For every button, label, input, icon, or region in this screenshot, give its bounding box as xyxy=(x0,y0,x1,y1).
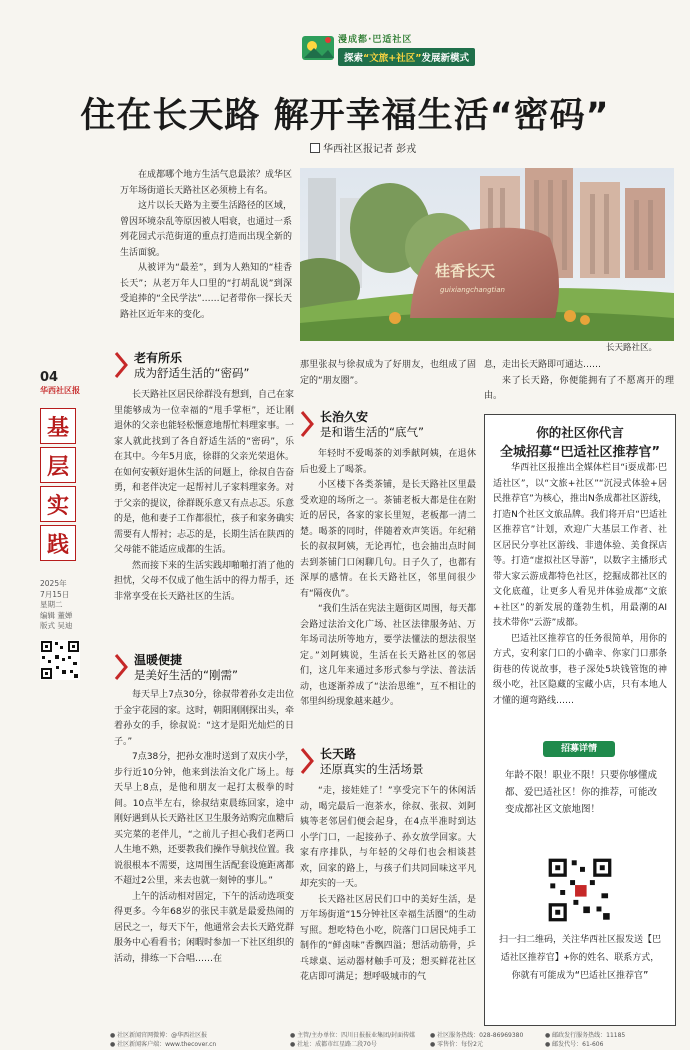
byline: 华西社区报记者 彭戎 xyxy=(310,140,416,155)
body-paragraph: 7点38分，把孙女准时送到了双庆小学，步行近10分钟，他来到法治文化广场上。每天早上8点，是他和朋友一起打太极拳的时间。10点半左右，徐叔结束晨练回家，途中刚好遇到从长天路社区卫生服务站购完血糖后买完菜的老伴儿，“之前儿子担心我们老两口人生地不熟，还要教我们操作导航找位置。我说很根本不需要，这周围生活配套设施距离都不超过2公里，来去也就一刻钟的事儿。” xyxy=(114,752,295,886)
headline: 住在长天路 解开幸福生活“密码” xyxy=(80,96,610,136)
vertical-char: 践 xyxy=(40,525,76,561)
body-paragraph: 年轻时不爱喝茶的刘季献阿姨，在退休后也爱上了喝茶。 xyxy=(300,449,476,475)
badge-top-text: 漫成都·巴适社区 xyxy=(338,35,413,45)
community-photo xyxy=(300,168,674,341)
stone-pinyin: guixiangchangtian xyxy=(440,286,505,294)
page-sidebar xyxy=(40,370,86,684)
recruit-body xyxy=(493,461,667,709)
recruit-subtitle: 全城招募“巴适社区推荐官” xyxy=(499,445,661,460)
intro-text xyxy=(120,168,292,323)
recruit-details-tag: 招募详情 xyxy=(543,741,615,757)
chevron-right-icon xyxy=(114,653,128,681)
section-body-security xyxy=(300,447,476,711)
stone-inscription: 桂香长天 xyxy=(435,262,496,280)
body-paragraph: 上午的活动相对固定，下午的活动选项变得更多。今年68岁的张民丰就是最爱热闹的居民之一，每天下午，他通常会去长天路党群服务中心看看书；闲暇时参加一下社区组织的活动，排练一下合唱……在 xyxy=(114,891,295,964)
vertical-char: 实 xyxy=(40,486,76,522)
recruit-paragraph: 华西社区报推出全媒体栏目“i耍成都·巴适社区”，以“文旅+社区”“沉浸式体验+居民推荐官”为核心，推出N条成都社区游线，打造N个社区文旅品牌。我们将开启“巴适社区推荐官”计划，欢迎广大基层工作者、社区居民分享社区游线、非遗体验、美食探店等。打造“虚拟社区导游”，以数字主播形式带大家云游成都特色社区，挖掘成都社区的文化底蕴，让更多人看见并体验成都“文旅+社区”的新发展的蓬勃生机，用最潮的AI技术带你“云游”成都。 xyxy=(493,463,667,628)
body-paragraph: 长天路社区居民们口中的美好生活，是万年场街道“15分钟社区幸福生活圈”的生动写照。想吃特色小吃，院落门口居民炖手工制作的“鲜卤味”香飘四溢；想活动筋骨，乒乓球桌、运动器材触手可及；想买鲜花社区花店即可满足；想呼吸城市的气 xyxy=(300,894,476,982)
body-paragraph: “我们生活在宪法主题街区周围，每天都会路过法治文化广场、社区法律服务站、万年场司法所等地方，要学法懂法的想法很坚定。”刘阿姨说，生活在长天路社区的邻居们，这几年来通过多形式参与学法、普法活动，也逐渐养成了“法治思维”，互不相让的邻里纠纷现象越来越少。 xyxy=(300,604,476,707)
vertical-char: 基 xyxy=(40,408,76,444)
column-logo-icon xyxy=(300,30,336,66)
section-header-changtian: 长天路 还原真实的生活场景 xyxy=(300,745,476,779)
section-header-security: 长治久安 是和谐生活的“底气” xyxy=(300,408,476,442)
column3-continuation xyxy=(484,358,674,405)
chevron-right-icon xyxy=(300,410,314,438)
page-footer: ● 社区新闻官网微博：@华西社区报 ● 社区新闻客户端：www.thecover.cn ● 主管/主办单位：四川日报报业集团/封面传媒 ● 社址：成都市红星路二段70号 ● 社区服务热线：028-86969380 ● 零售价：每份2元 ● 邮政发行服务热线：11185 ● 邮发代号：61-606 xyxy=(110,1032,626,1048)
recruit-scan-instructions: 扫一扫二维码，关注华西社区报发送【巴适社区推荐官】+你的姓名、联系方式，你就有可能成为“巴适社区推荐官” xyxy=(498,935,661,981)
recruit-qr-code-icon xyxy=(547,857,613,923)
section-header-convenience: 温暖便捷 是美好生活的“刚需” xyxy=(114,651,294,685)
body-paragraph: 然而接下来的生活实践却啪啪打消了他的担忧，父母不仅成了他生活中的得力帮手，还非常享受在长天路社区的生活。 xyxy=(114,560,295,602)
body-paragraph: 小区楼下各类茶铺，是长天路社区里最受欢迎的场所之一。茶铺老板大都是住在附近的居民，各家的家长里短，老板都一清二楚。喝茶的同时，伴随着欢声笑语。年纪稍长的叔叔阿姨，无论再忙，也会抽出点时间去到茶铺门口闲聊几句。日子久了，也都有深厚的感情。在长天路社区，邻里间很少有“隔夜仇”。 xyxy=(300,480,476,599)
body-paragraph: 息，走出长天路即可通达…… xyxy=(484,360,602,370)
column-badge xyxy=(300,30,470,72)
section-body-changtian xyxy=(300,784,476,986)
section-body-leisure xyxy=(114,388,294,605)
section-body-convenience xyxy=(114,688,294,967)
body-paragraph: 来了长天路，你便能拥有了不愿离开的理由。 xyxy=(484,375,674,401)
intro-paragraph: 从被评为“最差”，到为人熟知的“桂香长天”；从老万年人口里的“打胡乱说”到深受追捧的“全民学法”……记者带你一探长天路社区近年来的变化。 xyxy=(120,263,292,320)
chevron-right-icon xyxy=(114,351,128,379)
section-header-leisure: 老有所乐 成为舒适生活的“密码” xyxy=(114,349,294,383)
recruit-title: 你的社区你代言 xyxy=(536,425,624,440)
photo-illustration xyxy=(300,168,674,341)
recruit-details: 年龄不限！职业不限！只要你够懂成都、爱巴适社区！你的推荐，可能改变成都社区文旅地图！ xyxy=(505,770,658,815)
page-number: 04 xyxy=(40,370,59,385)
byline-square-icon xyxy=(310,143,320,153)
recruitment-box xyxy=(484,414,676,1026)
body-paragraph: 每天早上7点30分，徐叔带着孙女走出位于金宇花园的家。这时，朝阳刚刚探出头，牵着孙女的手，徐叔说：“这才是阳光灿烂的日子。” xyxy=(114,690,295,747)
paper-name: 华西社区报 xyxy=(40,386,80,395)
intro-paragraph: 在成都哪个地方生活气息最浓？成华区万年场街道长天路社区必须榜上有名。 xyxy=(120,170,292,196)
body-paragraph: 那里张叔与徐叔成为了好朋友，也组成了固定的“朋友圈”。 xyxy=(300,360,476,386)
chevron-right-icon xyxy=(300,747,314,775)
body-paragraph: “走，接娃娃了！”享受完下午的休闲活动，喝完最后一泡茶水，徐叔、张叔、刘阿姨等老邻居们便会起身，在4点半准时到达小学门口，一起接孙子、孙女放学回家。大家有序排队，与年轻的父母们也会相谈甚欢，回家的路上，与孩子们共同回味这平凡却充实的一天。 xyxy=(300,786,476,889)
edition-meta: 2025年 7月15日 星期二 编辑 董婵 版式 吴迪 xyxy=(40,579,73,630)
sidebar-qr-code-icon xyxy=(40,640,80,680)
vertical-char: 层 xyxy=(40,447,76,483)
photo-caption: 长天路社区。 xyxy=(606,343,658,353)
recruit-paragraph: 巴适社区推荐官的任务很简单，用你的方式，安利家门口的小确幸、你家门口那条街巷的传说故事，巷子深处5块钱管饱的神级小吃，社区隐藏的宝藏小店，只有本地人才懂的遛弯路线…… xyxy=(493,633,667,706)
intro-paragraph: 这片以长天路为主要生活路径的区域，曾因环境杂乱等原因被人唱衰，也通过一系列花园式示范街道的重点打造而出现全新的生活面貌。 xyxy=(120,201,292,258)
body-paragraph: 长天路社区居民徐群没有想到，自己在家里能够成为一位幸福的“甩手掌柜”，还让刚退休的父亲也能轻松愜意地帮忙料理家事。一家人就此找到了各自舒适生活的“密码”，乐在其中。今年5月底，徐群的父亲光荣退休。在如何安顿好退休生活的问题上，徐叔自告奋勇，和老伴决定一起帮衬儿子家料理家务。对于父亲的提议，徐群既乐意又有点忐忑。乐意的是，他和妻子工作都很忙，孩子和家务确实需要有人帮衬；忐忑的是，长期生活在陕西的父母能不能适应成都的生活。 xyxy=(114,390,295,555)
badge-bottom-text: 探索“文旅+社区”发展新模式 xyxy=(338,48,475,66)
column2-continuation xyxy=(300,358,476,389)
